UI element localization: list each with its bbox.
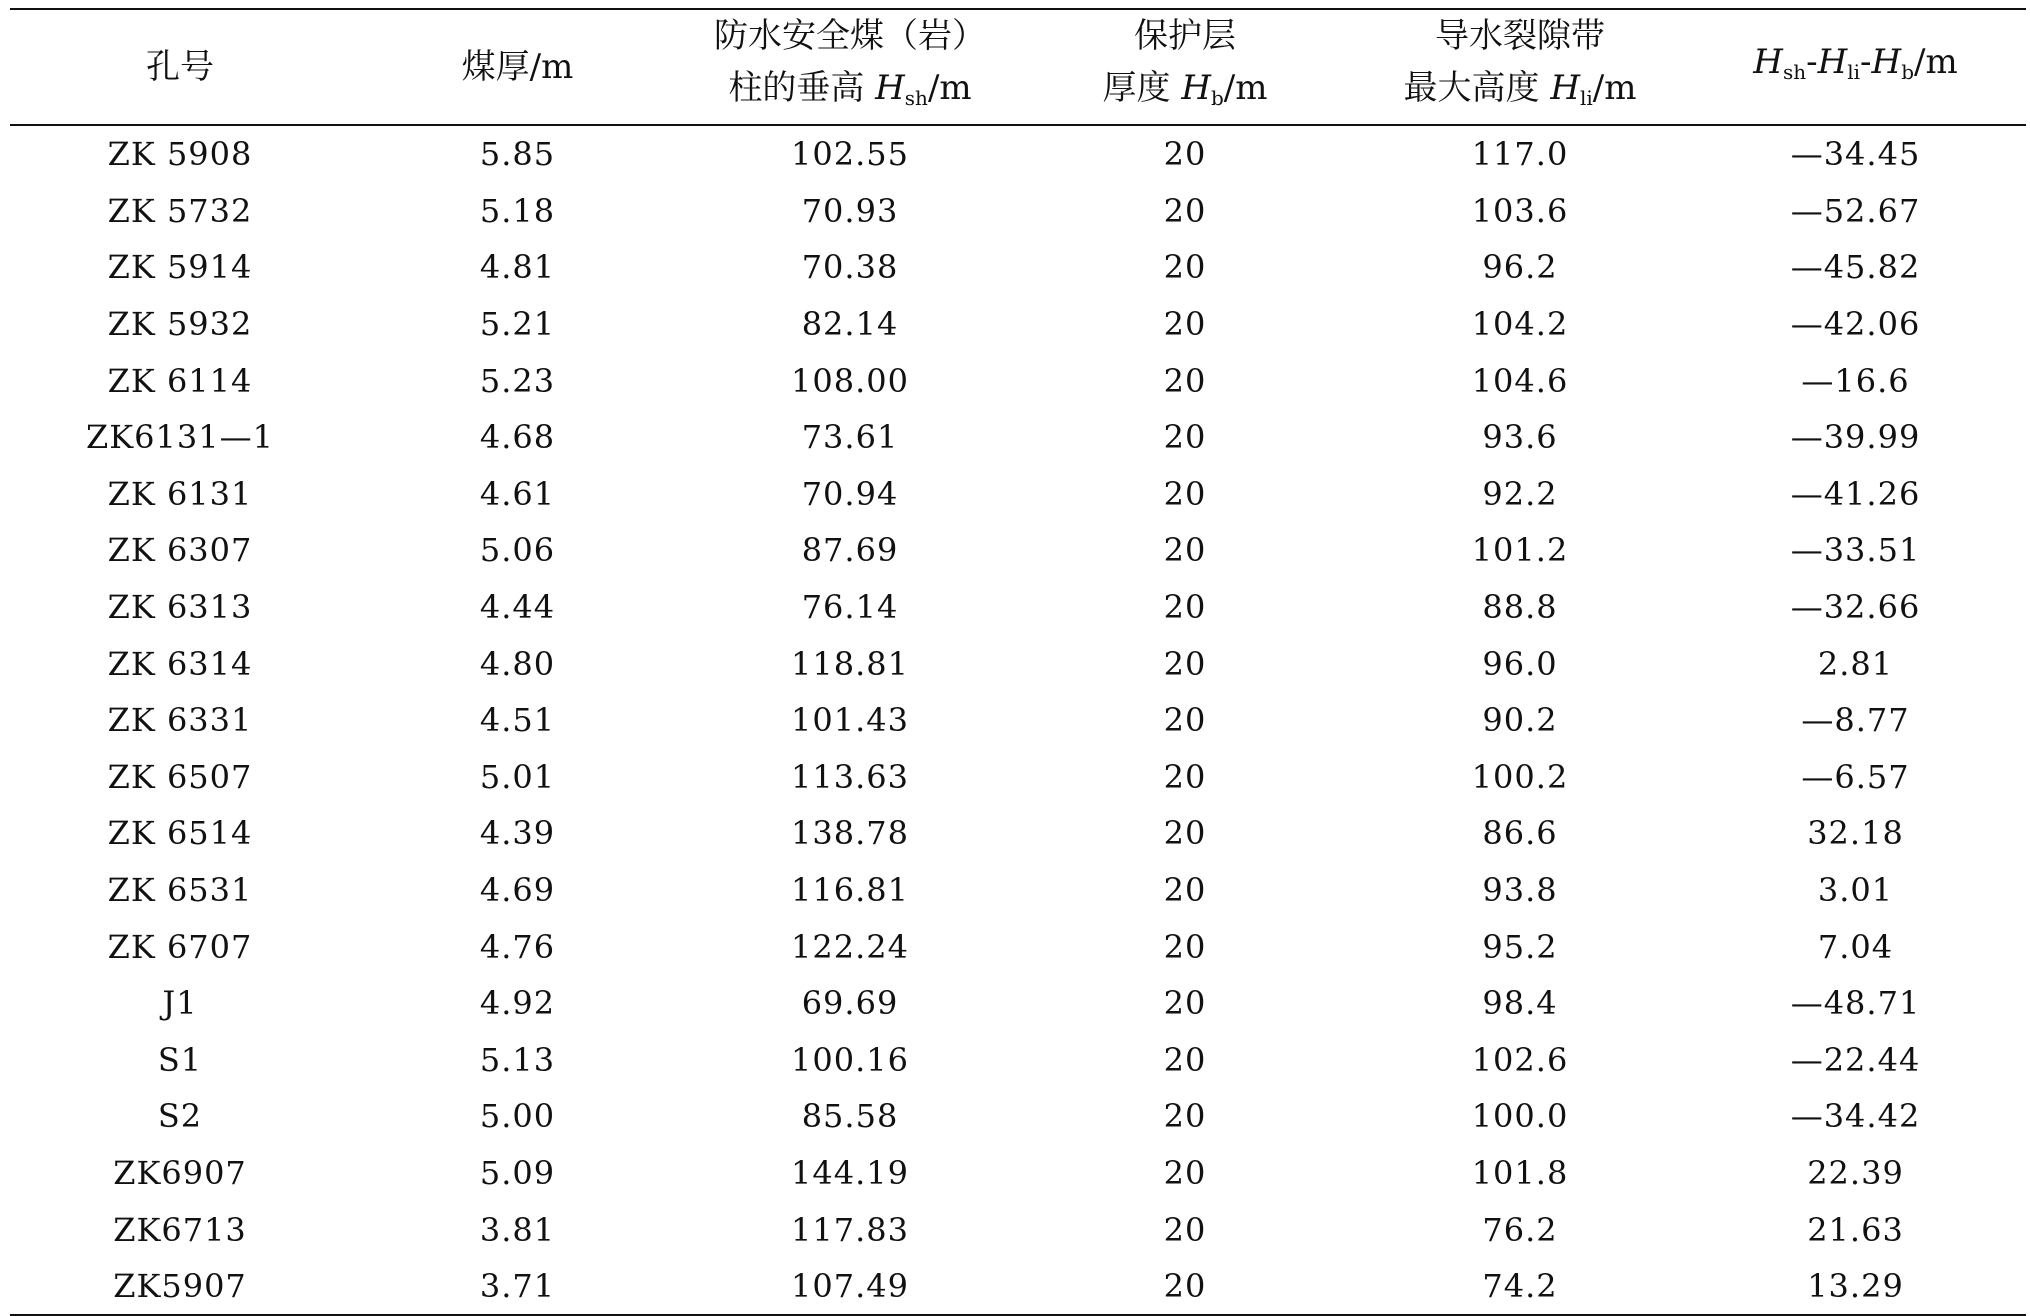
data-table-container [10, 8, 2026, 1316]
table-row [10, 296, 2026, 353]
cell-protective-layer-thickness: 20 [1163, 984, 1207, 1023]
cell-hole-no: ZK 5932 [107, 305, 253, 344]
cell-hole-no: ZK5907 [113, 1267, 247, 1306]
cell-hole-no: ZK6713 [113, 1210, 247, 1249]
cell-protective-layer-thickness: 20 [1163, 531, 1207, 570]
cell-protective-layer-thickness: 20 [1163, 1040, 1207, 1079]
cell-safety-pillar-height: 113.63 [791, 757, 909, 796]
header-protective-layer-prefix: 厚度 [1102, 68, 1182, 108]
cell-height-difference: —34.45 [1790, 135, 1921, 174]
cell-coal-thickness: 5.85 [479, 135, 556, 174]
cell-fracture-zone-height: 101.8 [1471, 1153, 1569, 1192]
cell-height-difference: —33.51 [1790, 531, 1921, 570]
cell-coal-thickness: 5.21 [479, 305, 556, 344]
cell-fracture-zone-height: 93.6 [1482, 418, 1558, 457]
cell-protective-layer-thickness: 20 [1163, 644, 1207, 683]
header-fracture-zone-prefix: 最大高度 [1403, 68, 1551, 108]
cell-fracture-zone-height: 102.6 [1471, 1040, 1569, 1079]
header-fracture-zone-var: H [1550, 68, 1580, 108]
cell-safety-pillar-height: 82.14 [801, 305, 899, 344]
header-protective-layer-unit: /m [1223, 68, 1268, 108]
header-coal-thickness-label: 煤厚/m [461, 47, 574, 87]
cell-safety-pillar-height: 116.81 [791, 871, 909, 910]
table-row [10, 749, 2026, 806]
cell-coal-thickness: 4.69 [479, 871, 556, 910]
header-fracture-zone-sub: li [1579, 86, 1593, 110]
cell-height-difference: —16.6 [1801, 361, 1910, 400]
table-row [10, 692, 2026, 749]
header-protective-layer-var: H [1181, 68, 1211, 108]
header-diff-dash2: - [1860, 42, 1872, 82]
cell-height-difference: —34.42 [1790, 1097, 1921, 1136]
cell-protective-layer-thickness: 20 [1163, 1097, 1207, 1136]
cell-height-difference: —6.57 [1801, 757, 1910, 796]
cell-coal-thickness: 4.81 [479, 248, 556, 287]
table-row [10, 1145, 2026, 1202]
cell-fracture-zone-height: 103.6 [1471, 191, 1569, 230]
cell-protective-layer-thickness: 20 [1163, 871, 1207, 910]
header-safety-pillar [685, 9, 1015, 125]
cell-safety-pillar-height: 70.93 [801, 191, 899, 230]
header-diff-var2: H [1817, 42, 1848, 82]
header-protective-layer-line2 [1015, 62, 1355, 124]
table-row [10, 183, 2026, 240]
cell-hole-no: ZK 5908 [107, 135, 253, 174]
cell-protective-layer-thickness: 20 [1163, 588, 1207, 627]
header-hole-no-label: 孔号 [146, 47, 214, 87]
table-row [10, 1201, 2026, 1258]
cell-hole-no: ZK 6313 [107, 588, 253, 627]
cell-safety-pillar-height: 85.58 [801, 1097, 899, 1136]
cell-coal-thickness: 3.71 [479, 1267, 556, 1306]
cell-hole-no: ZK 6307 [107, 531, 253, 570]
header-diff-var1: H [1753, 42, 1783, 82]
cell-height-difference: 21.63 [1807, 1210, 1904, 1249]
cell-coal-thickness: 4.92 [479, 984, 556, 1023]
cell-coal-thickness: 4.68 [479, 418, 556, 457]
table-row [10, 125, 2026, 183]
cell-hole-no: ZK 5914 [107, 248, 253, 287]
cell-safety-pillar-height: 69.69 [801, 984, 899, 1023]
cell-protective-layer-thickness: 20 [1163, 927, 1207, 966]
cell-coal-thickness: 4.61 [479, 474, 556, 513]
cell-fracture-zone-height: 100.0 [1471, 1097, 1569, 1136]
cell-fracture-zone-height: 101.2 [1471, 531, 1569, 570]
cell-coal-thickness: 5.18 [479, 191, 556, 230]
table-row [10, 862, 2026, 919]
cell-safety-pillar-height: 100.16 [791, 1040, 909, 1079]
cell-coal-thickness: 4.39 [479, 814, 556, 853]
borehole-data-table [10, 8, 2026, 1316]
cell-height-difference: —8.77 [1801, 701, 1910, 740]
table-row [10, 579, 2026, 636]
cell-safety-pillar-height: 108.00 [791, 361, 909, 400]
cell-height-difference: 13.29 [1807, 1267, 1904, 1306]
cell-fracture-zone-height: 74.2 [1482, 1267, 1558, 1306]
cell-protective-layer-thickness: 20 [1163, 757, 1207, 796]
cell-safety-pillar-height: 70.94 [801, 474, 899, 513]
header-difference [1685, 9, 2026, 125]
header-safety-pillar-var: H [875, 68, 905, 108]
cell-coal-thickness: 4.44 [479, 588, 556, 627]
cell-hole-no: ZK 6131 [107, 474, 253, 513]
cell-fracture-zone-height: 90.2 [1482, 701, 1558, 740]
header-safety-pillar-sub: sh [904, 86, 928, 110]
header-row [10, 9, 2026, 125]
cell-safety-pillar-height: 117.83 [791, 1210, 909, 1249]
header-safety-pillar-line2 [685, 62, 1015, 124]
cell-safety-pillar-height: 102.55 [791, 135, 909, 174]
cell-protective-layer-thickness: 20 [1163, 814, 1207, 853]
header-diff-unit: /m [1914, 42, 1958, 82]
cell-fracture-zone-height: 93.8 [1482, 871, 1558, 910]
cell-height-difference: —39.99 [1790, 418, 1921, 457]
header-diff-sub3: b [1901, 60, 1915, 84]
header-diff-sub2: li [1847, 60, 1861, 84]
cell-safety-pillar-height: 70.38 [801, 248, 899, 287]
cell-height-difference: 32.18 [1807, 814, 1904, 853]
cell-height-difference: —45.82 [1790, 248, 1921, 287]
cell-protective-layer-thickness: 20 [1163, 1153, 1207, 1192]
table-row [10, 918, 2026, 975]
cell-fracture-zone-height: 86.6 [1482, 814, 1558, 853]
cell-hole-no: ZK 6507 [107, 757, 253, 796]
cell-coal-thickness: 4.51 [479, 701, 556, 740]
cell-height-difference: —42.06 [1790, 305, 1921, 344]
cell-safety-pillar-height: 101.43 [791, 701, 909, 740]
header-fracture-zone-line1: 导水裂隙带 [1435, 16, 1605, 56]
cell-fracture-zone-height: 88.8 [1482, 588, 1558, 627]
cell-coal-thickness: 5.09 [479, 1153, 556, 1192]
cell-hole-no: S2 [157, 1097, 203, 1136]
table-row [10, 409, 2026, 466]
cell-fracture-zone-height: 76.2 [1482, 1210, 1558, 1249]
header-safety-pillar-unit: /m [927, 68, 972, 108]
header-fracture-zone [1355, 9, 1685, 125]
cell-protective-layer-thickness: 20 [1163, 418, 1207, 457]
cell-protective-layer-thickness: 20 [1163, 1210, 1207, 1249]
cell-safety-pillar-height: 76.14 [801, 588, 899, 627]
cell-hole-no: ZK 5732 [107, 191, 253, 230]
table-row [10, 352, 2026, 409]
header-safety-pillar-line1: 防水安全煤（岩） [714, 16, 986, 56]
cell-protective-layer-thickness: 20 [1163, 701, 1207, 740]
cell-hole-no: ZK 6514 [107, 814, 253, 853]
cell-safety-pillar-height: 73.61 [801, 418, 899, 457]
header-hole-no [10, 9, 350, 125]
cell-safety-pillar-height: 122.24 [791, 927, 909, 966]
cell-fracture-zone-height: 104.2 [1471, 305, 1569, 344]
table-row [10, 1088, 2026, 1145]
table-row [10, 1258, 2026, 1316]
table-row [10, 239, 2026, 296]
table-body [10, 125, 2026, 1315]
table-row [10, 975, 2026, 1032]
cell-height-difference: —41.26 [1790, 474, 1921, 513]
cell-hole-no: ZK 6707 [107, 927, 253, 966]
cell-fracture-zone-height: 117.0 [1471, 135, 1569, 174]
cell-safety-pillar-height: 87.69 [801, 531, 899, 570]
header-diff-var3: H [1871, 42, 1902, 82]
table-row [10, 522, 2026, 579]
header-diff-sub1: sh [1782, 60, 1807, 84]
cell-hole-no: ZK 6331 [107, 701, 253, 740]
cell-height-difference: 2.81 [1817, 644, 1894, 683]
cell-hole-no: ZK 6531 [107, 871, 253, 910]
cell-fracture-zone-height: 92.2 [1482, 474, 1558, 513]
cell-hole-no: ZK6907 [113, 1153, 247, 1192]
cell-fracture-zone-height: 96.2 [1482, 248, 1558, 287]
header-safety-pillar-prefix: 柱的垂高 [728, 68, 876, 108]
cell-height-difference: 3.01 [1817, 871, 1894, 910]
header-fracture-zone-line2 [1355, 62, 1685, 124]
cell-fracture-zone-height: 95.2 [1482, 927, 1558, 966]
cell-safety-pillar-height: 107.49 [791, 1267, 909, 1306]
cell-hole-no: J1 [162, 984, 198, 1023]
header-fracture-zone-unit: /m [1592, 68, 1637, 108]
cell-coal-thickness: 5.23 [479, 361, 556, 400]
cell-fracture-zone-height: 98.4 [1482, 984, 1558, 1023]
cell-height-difference: —32.66 [1790, 588, 1921, 627]
cell-coal-thickness: 3.81 [479, 1210, 556, 1249]
header-protective-layer-line1: 保护层 [1134, 16, 1236, 56]
cell-coal-thickness: 4.80 [479, 644, 556, 683]
cell-protective-layer-thickness: 20 [1163, 1267, 1207, 1306]
cell-fracture-zone-height: 96.0 [1482, 644, 1558, 683]
cell-protective-layer-thickness: 20 [1163, 361, 1207, 400]
cell-height-difference: —22.44 [1790, 1040, 1921, 1079]
cell-coal-thickness: 5.06 [479, 531, 556, 570]
table-header [10, 9, 2026, 125]
cell-protective-layer-thickness: 20 [1163, 474, 1207, 513]
cell-hole-no: ZK6131—1 [86, 418, 274, 457]
cell-coal-thickness: 4.76 [479, 927, 556, 966]
cell-height-difference: 22.39 [1807, 1153, 1904, 1192]
cell-height-difference: —52.67 [1790, 191, 1921, 230]
table-row [10, 466, 2026, 523]
cell-coal-thickness: 5.01 [479, 757, 556, 796]
cell-hole-no: S1 [157, 1040, 203, 1079]
header-diff-dash1: - [1806, 42, 1818, 82]
cell-hole-no: ZK 6314 [107, 644, 253, 683]
cell-fracture-zone-height: 100.2 [1471, 757, 1569, 796]
cell-safety-pillar-height: 118.81 [791, 644, 909, 683]
cell-height-difference: —48.71 [1790, 984, 1921, 1023]
cell-protective-layer-thickness: 20 [1163, 135, 1207, 174]
header-protective-layer-sub: b [1210, 86, 1224, 110]
table-row [10, 635, 2026, 692]
cell-coal-thickness: 5.00 [479, 1097, 556, 1136]
cell-coal-thickness: 5.13 [479, 1040, 556, 1079]
cell-fracture-zone-height: 104.6 [1471, 361, 1569, 400]
table-row [10, 1032, 2026, 1089]
cell-protective-layer-thickness: 20 [1163, 191, 1207, 230]
cell-protective-layer-thickness: 20 [1163, 248, 1207, 287]
header-coal-thickness [350, 9, 685, 125]
cell-safety-pillar-height: 144.19 [791, 1153, 909, 1192]
table-row [10, 805, 2026, 862]
cell-protective-layer-thickness: 20 [1163, 305, 1207, 344]
cell-height-difference: 7.04 [1817, 927, 1894, 966]
cell-hole-no: ZK 6114 [107, 361, 253, 400]
header-protective-layer [1015, 9, 1355, 125]
cell-safety-pillar-height: 138.78 [791, 814, 909, 853]
